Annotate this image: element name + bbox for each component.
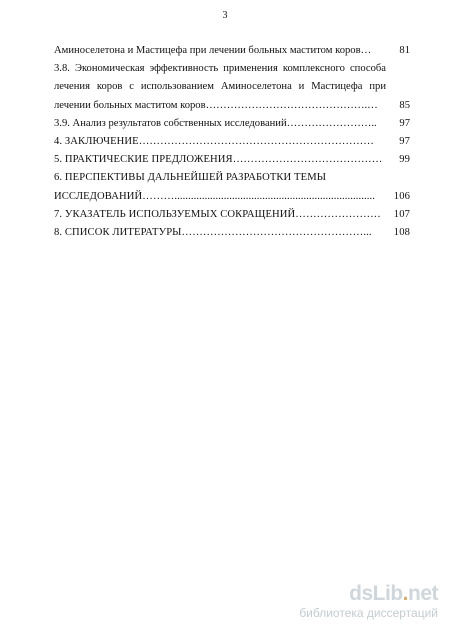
toc-entry-3-9 xyxy=(54,115,410,133)
watermark-subtitle: библиотека диссертаций xyxy=(299,606,438,620)
toc-entry-page: 106 xyxy=(393,190,410,202)
dslib-logo xyxy=(248,583,438,605)
toc-entry-7 xyxy=(54,206,410,224)
toc-entry-text: 5. ПРАКТИЧЕСКИЕ ПРЕДЛОЖЕНИЯ…………………………………… xyxy=(54,154,383,166)
toc-entry-text: 8. СПИСОК ЛИТЕРАТУРЫ……………………………………………... xyxy=(54,227,372,239)
toc-entry-8 xyxy=(54,224,410,242)
toc-entry-page: 99 xyxy=(399,154,410,166)
table-of-contents xyxy=(54,42,410,242)
toc-entry-continuation-3-7 xyxy=(54,42,410,60)
toc-entry-text: лечении больных маститом коров……………………………………….… xyxy=(54,99,378,111)
toc-entry-text: лечения коров с использованием Аминоселетона и Мастицефа при xyxy=(54,81,386,93)
toc-entry-page: 81 xyxy=(399,45,410,56)
toc-entry-text: 4. ЗАКЛЮЧЕНИЕ………………………………………………………… xyxy=(54,136,374,148)
toc-entry-4 xyxy=(54,133,410,151)
toc-entry-3-8-line-2 xyxy=(54,78,410,96)
toc-entry-text: 7. УКАЗАТЕЛЬ ИСПОЛЬЗУЕМЫХ СОКРАЩЕНИЙ…………………… xyxy=(54,208,381,220)
toc-entry-page: 107 xyxy=(393,208,410,220)
toc-entry-5 xyxy=(54,151,410,169)
logo-dot: . xyxy=(402,582,408,605)
page-number: 3 xyxy=(222,10,228,21)
toc-entry-text: 6. ПЕРСПЕКТИВЫ ДАЛЬНЕЙШЕЙ РАЗРАБОТКИ ТЕМЫ xyxy=(54,172,327,184)
toc-entry-page: 85 xyxy=(399,99,410,111)
toc-entry-6-line-1 xyxy=(54,169,410,187)
dslib-watermark xyxy=(248,583,438,627)
toc-entry-page: 97 xyxy=(399,136,410,148)
toc-entry-3-8-line-1 xyxy=(54,60,410,78)
toc-entry-text: ИССЛЕДОВАНИЙ………......................................................................... xyxy=(54,190,375,202)
logo-tld: net xyxy=(408,582,438,605)
toc-entry-page: 97 xyxy=(399,117,410,129)
logo-main: dsLib xyxy=(349,582,403,605)
toc-entry-6-line-2 xyxy=(54,188,410,206)
toc-entry-text: 3.9. Анализ результатов собственных исследований…………………….. xyxy=(54,117,377,129)
toc-entry-text: 3.8. Экономическая эффективность применения комплексного способа xyxy=(54,63,386,75)
toc-entry-page: 108 xyxy=(393,227,410,239)
toc-entry-3-8-line-3 xyxy=(54,97,410,115)
toc-entry-text: Аминоселетона и Мастицефа при лечении больных маститом коров… xyxy=(54,45,372,56)
